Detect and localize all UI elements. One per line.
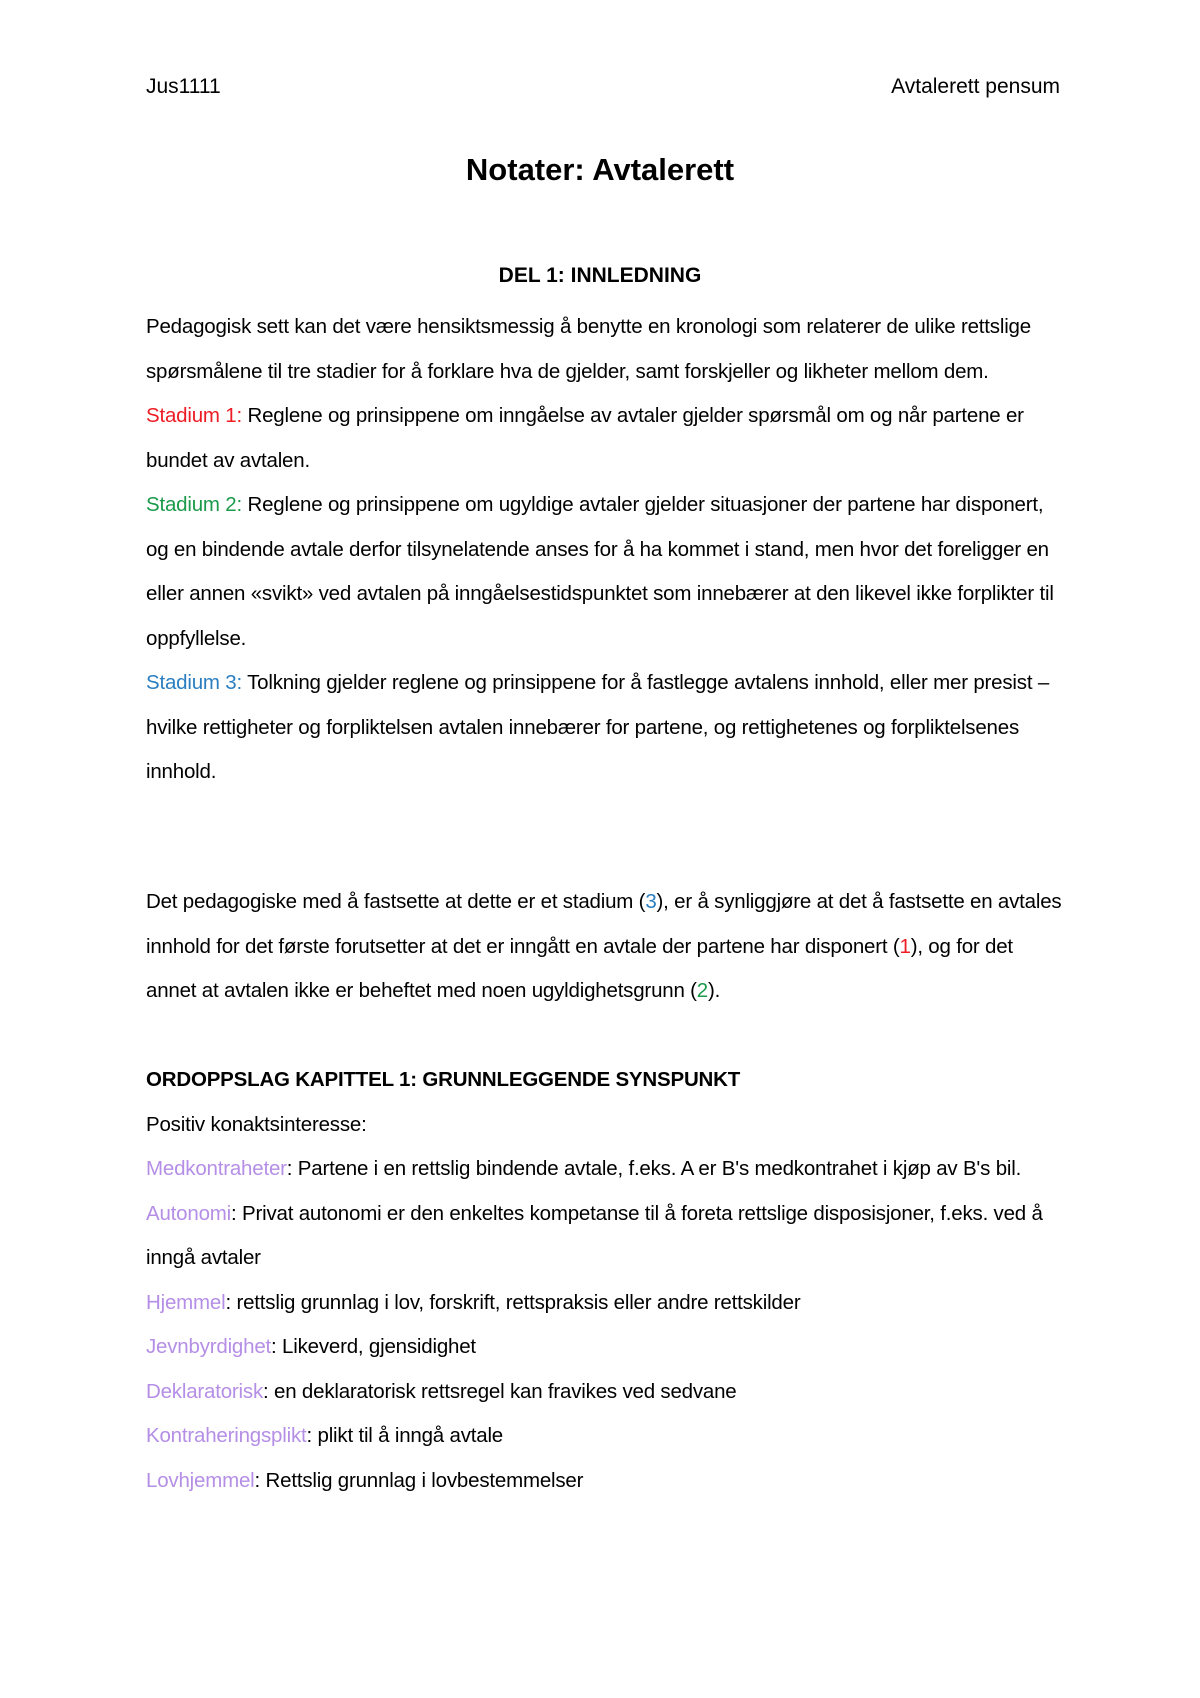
stadium-1-label: Stadium 1: — [146, 404, 242, 427]
pedagogic-text-1: Det pedagogiske med å fastsette at dette er et stadium ( — [146, 890, 646, 913]
pedagogic-text-3: ), og for det annet at avtalen ikke er beheftet med noen ugyldighetsgrunn ( — [146, 934, 1013, 1002]
pedagogic-text-2: ), er å synliggjøre at det å fastsette en avtales innhold for det første forutsetter at det er inngått en avtale der partene har disponert ( — [146, 890, 1062, 958]
stadium-3-paragraph — [146, 661, 1066, 795]
pedagogic-block — [146, 880, 1066, 1014]
section-heading: DEL 1: INNLEDNING — [498, 264, 702, 287]
stadium-2-paragraph — [146, 483, 1066, 661]
glossary-block — [146, 1058, 1066, 1503]
stadium-ref-2: 2 — [696, 979, 708, 1002]
glossary-definition: : rettslig grunnlag i lov, forskrift, rettspraksis eller andre rettskilder — [225, 1290, 801, 1314]
stadium-2-text: Reglene og prinsippene om ugyldige avtaler gjelder situasjoner der partene har disponert, og en bindende avtale derfor tilsynelatende anses for å ha kommet i stand, men hvor det foreligger en eller annen «svikt» ved avtalen på inngåelsestidspunktet som innebærer at den likevel ikke forplikter til oppfyllelse. — [146, 493, 1054, 650]
glossary-term: Autonomi — [146, 1201, 232, 1225]
glossary-definition: : Rettslig grunnlag i lovbestemmelser — [254, 1468, 584, 1492]
header-course-code: Jus1111 — [146, 75, 221, 98]
glossary-heading: ORDOPPSLAG KAPITTEL 1: GRUNNLEGGENDE SYNSPUNKT — [146, 1068, 741, 1091]
stadium-ref-3: 3 — [645, 890, 657, 913]
glossary-term: Kontraheringsplikt — [146, 1424, 307, 1447]
glossary-entry — [146, 1147, 1066, 1192]
header-subject: Avtalerett pensum — [891, 75, 1060, 98]
glossary-term: Hjemmel — [146, 1290, 226, 1314]
glossary-subheading: Positiv konaktsinteresse: — [146, 1112, 367, 1136]
glossary-entry — [146, 1370, 1066, 1415]
stadium-ref-1: 1 — [899, 934, 911, 958]
page-title: Notater: Avtalerett — [465, 152, 735, 187]
stadium-1-text: Reglene og prinsippene om inngåelse av avtaler gjelder spørsmål om og når partene er bundet av avtalen. — [146, 404, 1024, 472]
glossary-definition: : Partene i en rettslig bindende avtale, f.eks. A er B's medkontrahet i kjøp av B's bil. — [286, 1157, 1022, 1180]
stadium-3-label: Stadium 3: — [146, 671, 242, 694]
glossary-entry — [146, 1459, 1066, 1504]
glossary-definition: : Likeverd, gjensidighet — [271, 1335, 476, 1358]
stadium-1-paragraph — [146, 394, 1066, 483]
stadium-3-text: Tolkning gjelder reglene og prinsippene for å fastlegge avtalens innhold, eller mer presist – hvilke rettigheter og forpliktelsen avtalen innebærer for partene, og rettighetenes og forpliktelsenes innhold. — [146, 671, 1050, 783]
glossary-term: Medkontraheter — [146, 1157, 287, 1180]
glossary-definition: : Privat autonomi er den enkeltes kompetanse til å foreta rettslige disposisjoner, f.eks. ved å inngå avtaler — [146, 1201, 1043, 1269]
intro-block — [146, 305, 1066, 795]
glossary-entry — [146, 1192, 1066, 1281]
glossary-entry — [146, 1414, 1066, 1459]
pedagogic-paragraph — [146, 880, 1066, 1014]
pedagogic-text-4: ). — [708, 979, 721, 1002]
glossary-term: Deklaratorisk — [146, 1379, 264, 1403]
glossary-term: Jevnbyrdighet — [146, 1335, 272, 1358]
stadium-2-label: Stadium 2: — [146, 493, 242, 516]
intro-paragraph: Pedagogisk sett kan det være hensiktsmessig å benytte en kronologi som relaterer de ulike rettslige spørsmålene til tre stadier for å forklare hva de gjelder, samt forskjeller og likheter mellom dem. — [146, 315, 1031, 383]
glossary-definition: : plikt til å inngå avtale — [306, 1424, 503, 1447]
glossary-entry — [146, 1281, 1066, 1326]
glossary-entry — [146, 1325, 1066, 1370]
glossary-definition: : en deklaratorisk rettsregel kan fravikes ved sedvane — [263, 1379, 737, 1403]
glossary-term: Lovhjemmel — [146, 1468, 255, 1492]
